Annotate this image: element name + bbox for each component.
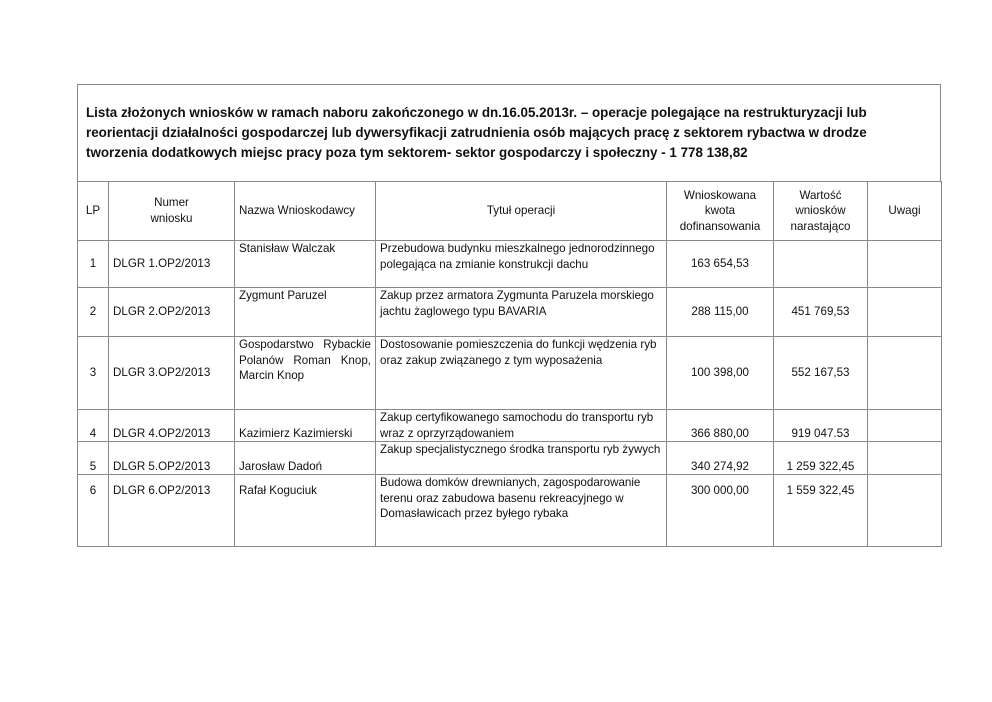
cell-uwagi bbox=[868, 337, 942, 410]
cell-nazwa: Zygmunt Paruzel bbox=[235, 288, 376, 337]
table-row bbox=[78, 241, 942, 288]
cell-wartosc: 919 047.53 bbox=[774, 410, 868, 442]
cell-nazwa: Rafał Koguciuk bbox=[235, 475, 376, 547]
cell-kwota: 288 115,00 bbox=[667, 288, 774, 337]
applications-table bbox=[77, 181, 942, 547]
cell-nazwa: Kazimierz Kazimierski bbox=[235, 410, 376, 442]
cell-nazwa: Jarosław Dadoń bbox=[235, 442, 376, 475]
cell-kwota: 340 274,92 bbox=[667, 442, 774, 475]
cell-lp: 5 bbox=[78, 442, 109, 475]
cell-numer: DLGR 6.OP2/2013 bbox=[109, 475, 235, 547]
table-row bbox=[78, 337, 942, 410]
cell-numer: DLGR 4.OP2/2013 bbox=[109, 410, 235, 442]
cell-nazwa: Stanisław Walczak bbox=[235, 241, 376, 288]
cell-tytul: Dostosowanie pomieszczenia do funkcji wędzenia ryb oraz zakup związanego z tym wyposażenia bbox=[376, 337, 667, 410]
cell-lp: 6 bbox=[78, 475, 109, 547]
cell-uwagi bbox=[868, 241, 942, 288]
cell-uwagi bbox=[868, 288, 942, 337]
document-title: Lista złożonych wniosków w ramach naboru zakończonego w dn.16.05.2013r. – operacje polegające na restrukturyzacji lub reorientacji działalności gospodarczej lub dywersyfikacji zatrudnienia osób mających pracę z sektorem rybactwa w drodze tworzenia dodatkowych miejsc pracy poza tym sektorem- sektor gospodarczy i społeczny - 1 778 138,82 bbox=[86, 105, 867, 160]
cell-wartosc bbox=[774, 241, 868, 288]
table-row bbox=[78, 410, 942, 442]
cell-lp: 2 bbox=[78, 288, 109, 337]
cell-tytul: Budowa domków drewnianych, zagospodarowanie terenu oraz zabudowa basenu rekreacyjnego w Domasławicach przez byłego rybaka bbox=[376, 475, 667, 547]
cell-tytul: Zakup przez armatora Zygmunta Paruzela morskiego jachtu żaglowego typu BAVARIA bbox=[376, 288, 667, 337]
cell-uwagi bbox=[868, 442, 942, 475]
cell-lp: 1 bbox=[78, 241, 109, 288]
header-lp: LP bbox=[78, 182, 109, 241]
cell-uwagi bbox=[868, 475, 942, 547]
cell-wartosc: 552 167,53 bbox=[774, 337, 868, 410]
cell-tytul: Zakup certyfikowanego samochodu do transportu ryb wraz z oprzyrządowaniem bbox=[376, 410, 667, 442]
header-uwagi: Uwagi bbox=[868, 182, 942, 241]
table-header-row bbox=[78, 182, 942, 241]
header-numer: Numer wniosku bbox=[109, 182, 235, 241]
header-tytul: Tytuł operacji bbox=[376, 182, 667, 241]
document-title-box bbox=[77, 84, 941, 182]
cell-lp: 3 bbox=[78, 337, 109, 410]
cell-tytul: Przebudowa budynku mieszkalnego jednorodzinnego polegająca na zmianie konstrukcji dachu bbox=[376, 241, 667, 288]
cell-kwota: 163 654,53 bbox=[667, 241, 774, 288]
cell-numer: DLGR 5.OP2/2013 bbox=[109, 442, 235, 475]
cell-tytul: Zakup specjalistycznego środka transportu ryb żywych bbox=[376, 442, 667, 475]
table-row bbox=[78, 288, 942, 337]
cell-numer: DLGR 2.OP2/2013 bbox=[109, 288, 235, 337]
cell-wartosc: 1 559 322,45 bbox=[774, 475, 868, 547]
header-kwota: Wnioskowana kwota dofinansowania bbox=[667, 182, 774, 241]
cell-kwota: 300 000,00 bbox=[667, 475, 774, 547]
cell-kwota: 100 398,00 bbox=[667, 337, 774, 410]
table-row bbox=[78, 475, 942, 547]
cell-uwagi bbox=[868, 410, 942, 442]
table-row bbox=[78, 442, 942, 475]
header-nazwa: Nazwa Wnioskodawcy bbox=[235, 182, 376, 241]
cell-numer: DLGR 3.OP2/2013 bbox=[109, 337, 235, 410]
cell-wartosc: 1 259 322,45 bbox=[774, 442, 868, 475]
cell-nazwa: Gospodarstwo Rybackie Polanów Roman Knop, Marcin Knop bbox=[235, 337, 376, 410]
cell-wartosc: 451 769,53 bbox=[774, 288, 868, 337]
cell-numer: DLGR 1.OP2/2013 bbox=[109, 241, 235, 288]
cell-kwota: 366 880,00 bbox=[667, 410, 774, 442]
cell-lp: 4 bbox=[78, 410, 109, 442]
header-wartosc: Wartość wniosków narastająco bbox=[774, 182, 868, 241]
